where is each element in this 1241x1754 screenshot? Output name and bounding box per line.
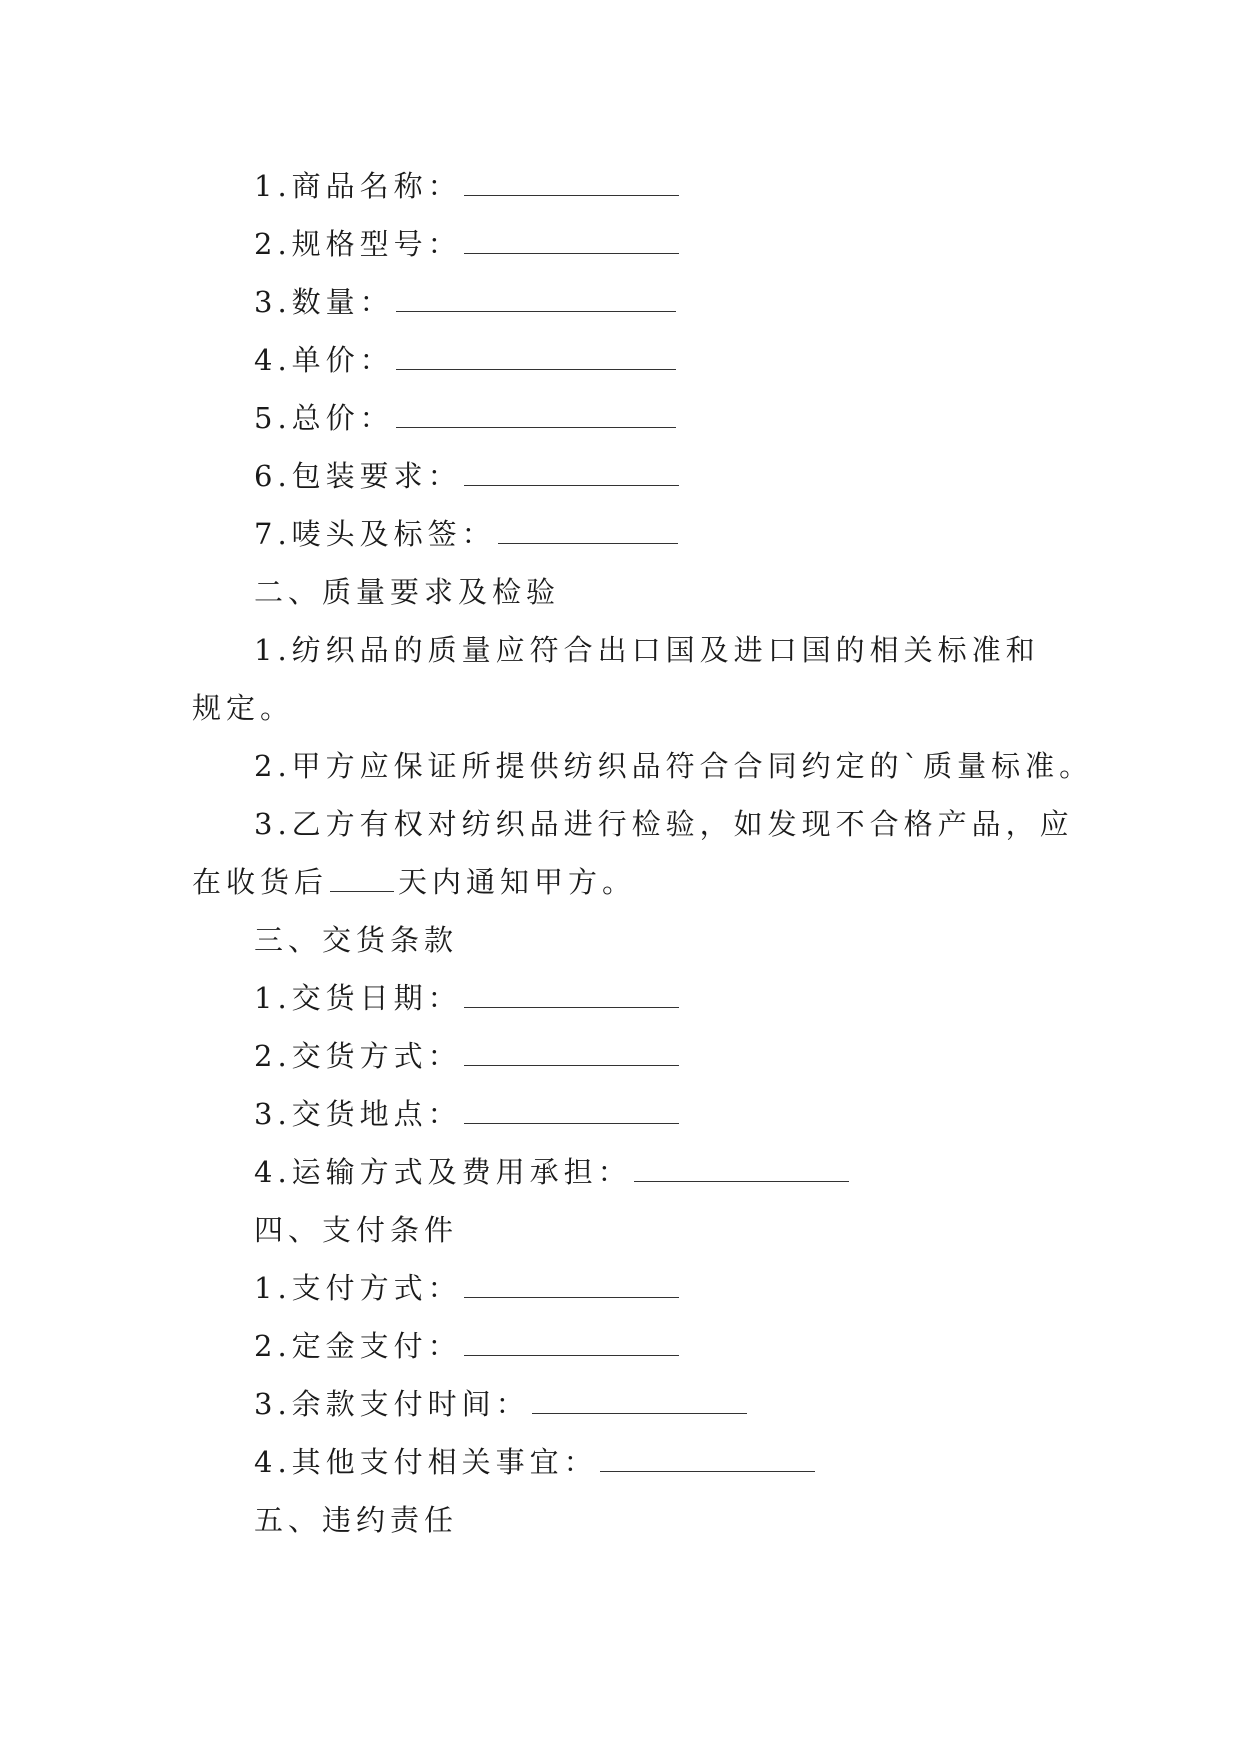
fill-blank: [396, 283, 676, 312]
delivery-heading: 三、交货条款: [254, 923, 459, 957]
field-label: 5.总价：: [254, 401, 394, 435]
field-label: 2.定金支付：: [254, 1329, 462, 1363]
fill-blank: [634, 1153, 849, 1182]
fill-blank: [464, 1095, 679, 1124]
goods-item-marks: [254, 514, 678, 554]
payment-heading: 四、支付条件: [254, 1213, 459, 1247]
text-segment: 在收货后: [192, 865, 329, 899]
liability-heading: 五、违约责任: [254, 1503, 459, 1537]
field-label: 4.其他支付相关事宜：: [254, 1445, 598, 1479]
field-label: 3.余款支付时间：: [254, 1387, 530, 1421]
delivery-item-place: [254, 1094, 679, 1134]
payment-item-balance-time: [254, 1384, 747, 1424]
goods-item-total-price: [254, 398, 676, 438]
quality-paragraph-3: 3.乙方有权对纺织品进行检验，如发现不合格产品，应: [254, 807, 1074, 841]
fill-blank: [600, 1443, 815, 1472]
payment-item-method: [254, 1268, 679, 1308]
fill-blank: [396, 341, 676, 370]
delivery-item-date: [254, 978, 679, 1018]
quality-heading: 二、质量要求及检验: [254, 575, 561, 609]
field-label: 7.唛头及标签：: [254, 517, 496, 551]
field-label: 1.商品名称：: [254, 169, 462, 203]
quality-paragraph-3-cont: [192, 862, 636, 902]
field-label: 1.交货日期：: [254, 981, 462, 1015]
field-label: 2.规格型号：: [254, 227, 462, 261]
fill-blank: [464, 457, 679, 486]
quality-paragraph-1-cont: 规定。: [192, 691, 295, 725]
fill-blank: [330, 863, 394, 892]
field-label: 3.数量：: [254, 285, 394, 319]
fill-blank: [464, 1037, 679, 1066]
fill-blank: [464, 979, 679, 1008]
goods-item-name: [254, 166, 679, 206]
fill-blank: [532, 1385, 747, 1414]
goods-item-spec: [254, 224, 679, 264]
goods-item-packing: [254, 456, 679, 496]
quality-paragraph-1: 1.纺织品的质量应符合出口国及进口国的相关标准和: [254, 633, 1040, 667]
quality-paragraph-2: 2.甲方应保证所提供纺织品符合合同约定的`质量标准。: [254, 749, 1094, 783]
delivery-item-transport: [254, 1152, 849, 1192]
text-segment: 天内通知甲方。: [398, 865, 637, 899]
goods-item-quantity: [254, 282, 676, 322]
payment-item-other: [254, 1442, 815, 1482]
field-label: 4.单价：: [254, 343, 394, 377]
fill-blank: [464, 1327, 679, 1356]
goods-item-unit-price: [254, 340, 676, 380]
delivery-item-method: [254, 1036, 679, 1076]
fill-blank: [464, 1269, 679, 1298]
fill-blank: [464, 167, 679, 196]
payment-item-deposit: [254, 1326, 679, 1366]
field-label: 6.包装要求：: [254, 459, 462, 493]
fill-blank: [396, 399, 676, 428]
field-label: 4.运输方式及费用承担：: [254, 1155, 632, 1189]
fill-blank: [498, 515, 678, 544]
field-label: 2.交货方式：: [254, 1039, 462, 1073]
field-label: 1.支付方式：: [254, 1271, 462, 1305]
fill-blank: [464, 225, 679, 254]
field-label: 3.交货地点：: [254, 1097, 462, 1131]
